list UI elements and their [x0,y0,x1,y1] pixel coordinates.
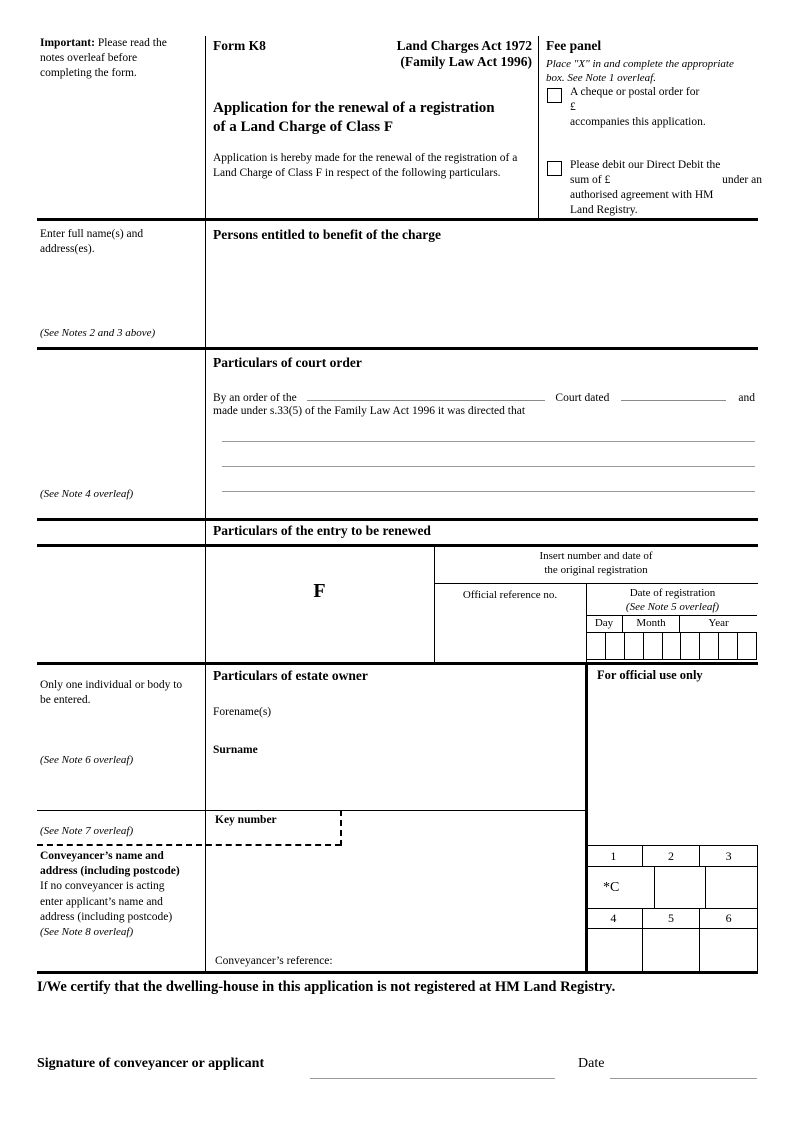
direct-debit-line1: Please debit our Direct Debit the [570,159,721,171]
act-title-line1: Land Charges Act 1972 [396,38,532,53]
direct-debit-text [570,158,762,218]
intro-text: Application is hereby made for the renewal of the registration of a Land Charge of Class F in respect of the following particulars. [213,152,518,179]
insert-note [434,549,758,577]
court-order-sentence-line2: made under s.33(5) of the Family Law Act 1996 it was directed that [213,405,526,417]
date-label-row [586,615,757,632]
estate-note-ref: (See Note 6 overleaf) [40,754,134,766]
grid-cell-6: 6 [700,909,757,929]
grid-cell-1: 1 [585,846,643,867]
day-label: Day [586,616,623,632]
form-title-line1: Application for the renewal of a registration [213,100,495,116]
direct-debit-line4: Land Registry. [570,204,638,216]
date-digit-box[interactable] [700,633,719,659]
insert-note-line2: the original registration [544,564,648,576]
important-note-label: Important: [40,37,95,49]
cheque-amount-label[interactable]: £ [570,101,576,113]
court-order-heading: Particulars of court order [213,355,362,370]
cheque-checkbox[interactable] [547,88,562,103]
surname-label: Surname [213,744,258,756]
act-title-line2: (Family Law Act 1996) [400,54,532,69]
grid-cell-5: 5 [643,909,701,929]
official-use-label: For official use only [597,668,703,682]
key-number-label: Key number [215,814,277,826]
date-line[interactable] [610,1078,757,1079]
conveyancer-reference-field[interactable] [345,952,575,970]
section-rule [37,347,758,350]
key-number-field[interactable] [207,811,339,844]
direct-debit-line3: authorised agreement with HM [570,189,714,201]
signature-label: Signature of conveyancer or applicant [37,1056,265,1071]
grid-cell-blank [643,929,701,971]
court-sentence-part3: and [738,392,755,404]
forename-field[interactable] [290,700,580,725]
insert-note-line1: Insert number and date of [539,550,653,562]
official-grid-row [585,867,757,909]
section-rule [37,518,758,521]
date-digit-box[interactable] [719,633,738,659]
direct-debit-line2 [570,173,762,188]
form-number: Form K8 [213,38,266,53]
date-reg-label: Date of registration [629,587,716,599]
cheque-option-line1: A cheque or postal order for [570,86,700,98]
fee-panel-title: Fee panel [546,38,602,53]
entry-heading: Particulars of the entry to be renewed [213,523,431,538]
date-digit-box[interactable] [625,633,644,659]
section-rule [37,218,758,221]
key-note-ref: (See Note 7 overleaf) [40,825,134,837]
key-number-dashed-border [340,810,342,846]
conveyancer-reference-label: Conveyancer’s reference: [215,955,333,967]
left-column-divider [205,36,206,973]
date-digit-box[interactable] [663,633,682,659]
court-order-write-line[interactable] [222,441,755,442]
date-digit-boxes [586,632,757,660]
grid-cell-blank [655,867,707,909]
court-sentence-part2: Court dated [555,392,610,404]
section-rule [37,662,758,665]
court-note-ref: (See Note 4 overleaf) [40,488,134,500]
important-note-text: Please read the notes overleaf before completing the form. [40,37,167,79]
date-digit-box[interactable] [644,633,663,659]
conveyancer-address-field[interactable] [213,850,578,950]
persons-field[interactable] [213,250,753,342]
grid-cell-2: 2 [643,846,701,867]
grid-cell-blank [700,929,757,971]
form-title-line2: of a Land Charge of Class F [213,119,394,135]
direct-debit-line2b: under an [722,174,762,186]
date-digit-box[interactable] [606,633,625,659]
date-digit-box[interactable] [738,633,756,659]
year-label: Year [708,617,729,629]
section-rule [37,544,758,547]
form-title [213,99,543,137]
court-date-blank[interactable] [621,388,726,401]
official-grid-row [585,909,757,929]
date-digit-box[interactable] [681,633,700,659]
official-grid [585,845,758,971]
date-reg-note: (See Note 5 overleaf) [625,601,720,613]
entry-table-rule [434,583,758,584]
conveyancer-side-note [40,849,190,939]
grid-cell-blank [585,929,643,971]
conveyancer-note-rest: If no conveyancer is acting enter applicant’s name and address (including postcode) [40,880,173,923]
persons-side-note: Enter full name(s) and address(es). [40,228,144,255]
surname-field[interactable] [290,738,580,763]
important-note [40,36,168,81]
signature-line[interactable] [310,1078,555,1079]
certification-text: I/We certify that the dwelling-house in this application is not registered at HM Land Registry. [37,979,616,995]
cheque-option-line3: accompanies this application. [570,116,706,128]
court-order-write-line[interactable] [222,466,755,467]
court-name-blank[interactable] [307,388,546,401]
official-grid-row [585,846,757,867]
conveyancer-note-ref: (See Note 8 overleaf) [40,926,134,939]
estate-side-note: Only one individual or body to be entered. [40,679,183,706]
official-grid-row [585,929,757,971]
official-ref-label: Official reference no. [462,589,558,601]
date-label: Date [578,1056,605,1071]
class-letter: F [313,580,326,602]
month-label: Month [623,616,680,632]
cheque-option-text [570,85,765,130]
debit-amount-label[interactable]: sum of £ [570,174,611,186]
direct-debit-checkbox[interactable] [547,161,562,176]
court-sentence-part1: By an order of the [213,392,297,404]
grid-cell-starC: *C [585,867,655,909]
section-rule [37,971,758,974]
court-order-write-line[interactable] [222,491,755,492]
key-number-dashed-border [37,844,341,846]
fee-instruction: Place "X" in and complete the appropriate box. See Note 1 overleaf. [546,58,734,84]
persons-heading: Persons entitled to benefit of the charge [213,227,441,242]
grid-cell-3: 3 [700,846,757,867]
forename-label: Forename(s) [213,706,272,718]
grid-cell-blank [706,867,757,909]
official-ref-field[interactable] [436,604,584,659]
grid-cell-4: 4 [585,909,643,929]
act-title [300,38,532,70]
persons-note-ref: (See Notes 2 and 3 above) [40,327,156,339]
conveyancer-note-bold: Conveyancer’s name and address (including postcode) [40,850,180,878]
date-digit-box[interactable] [587,633,606,659]
estate-heading: Particulars of estate owner [213,668,368,683]
